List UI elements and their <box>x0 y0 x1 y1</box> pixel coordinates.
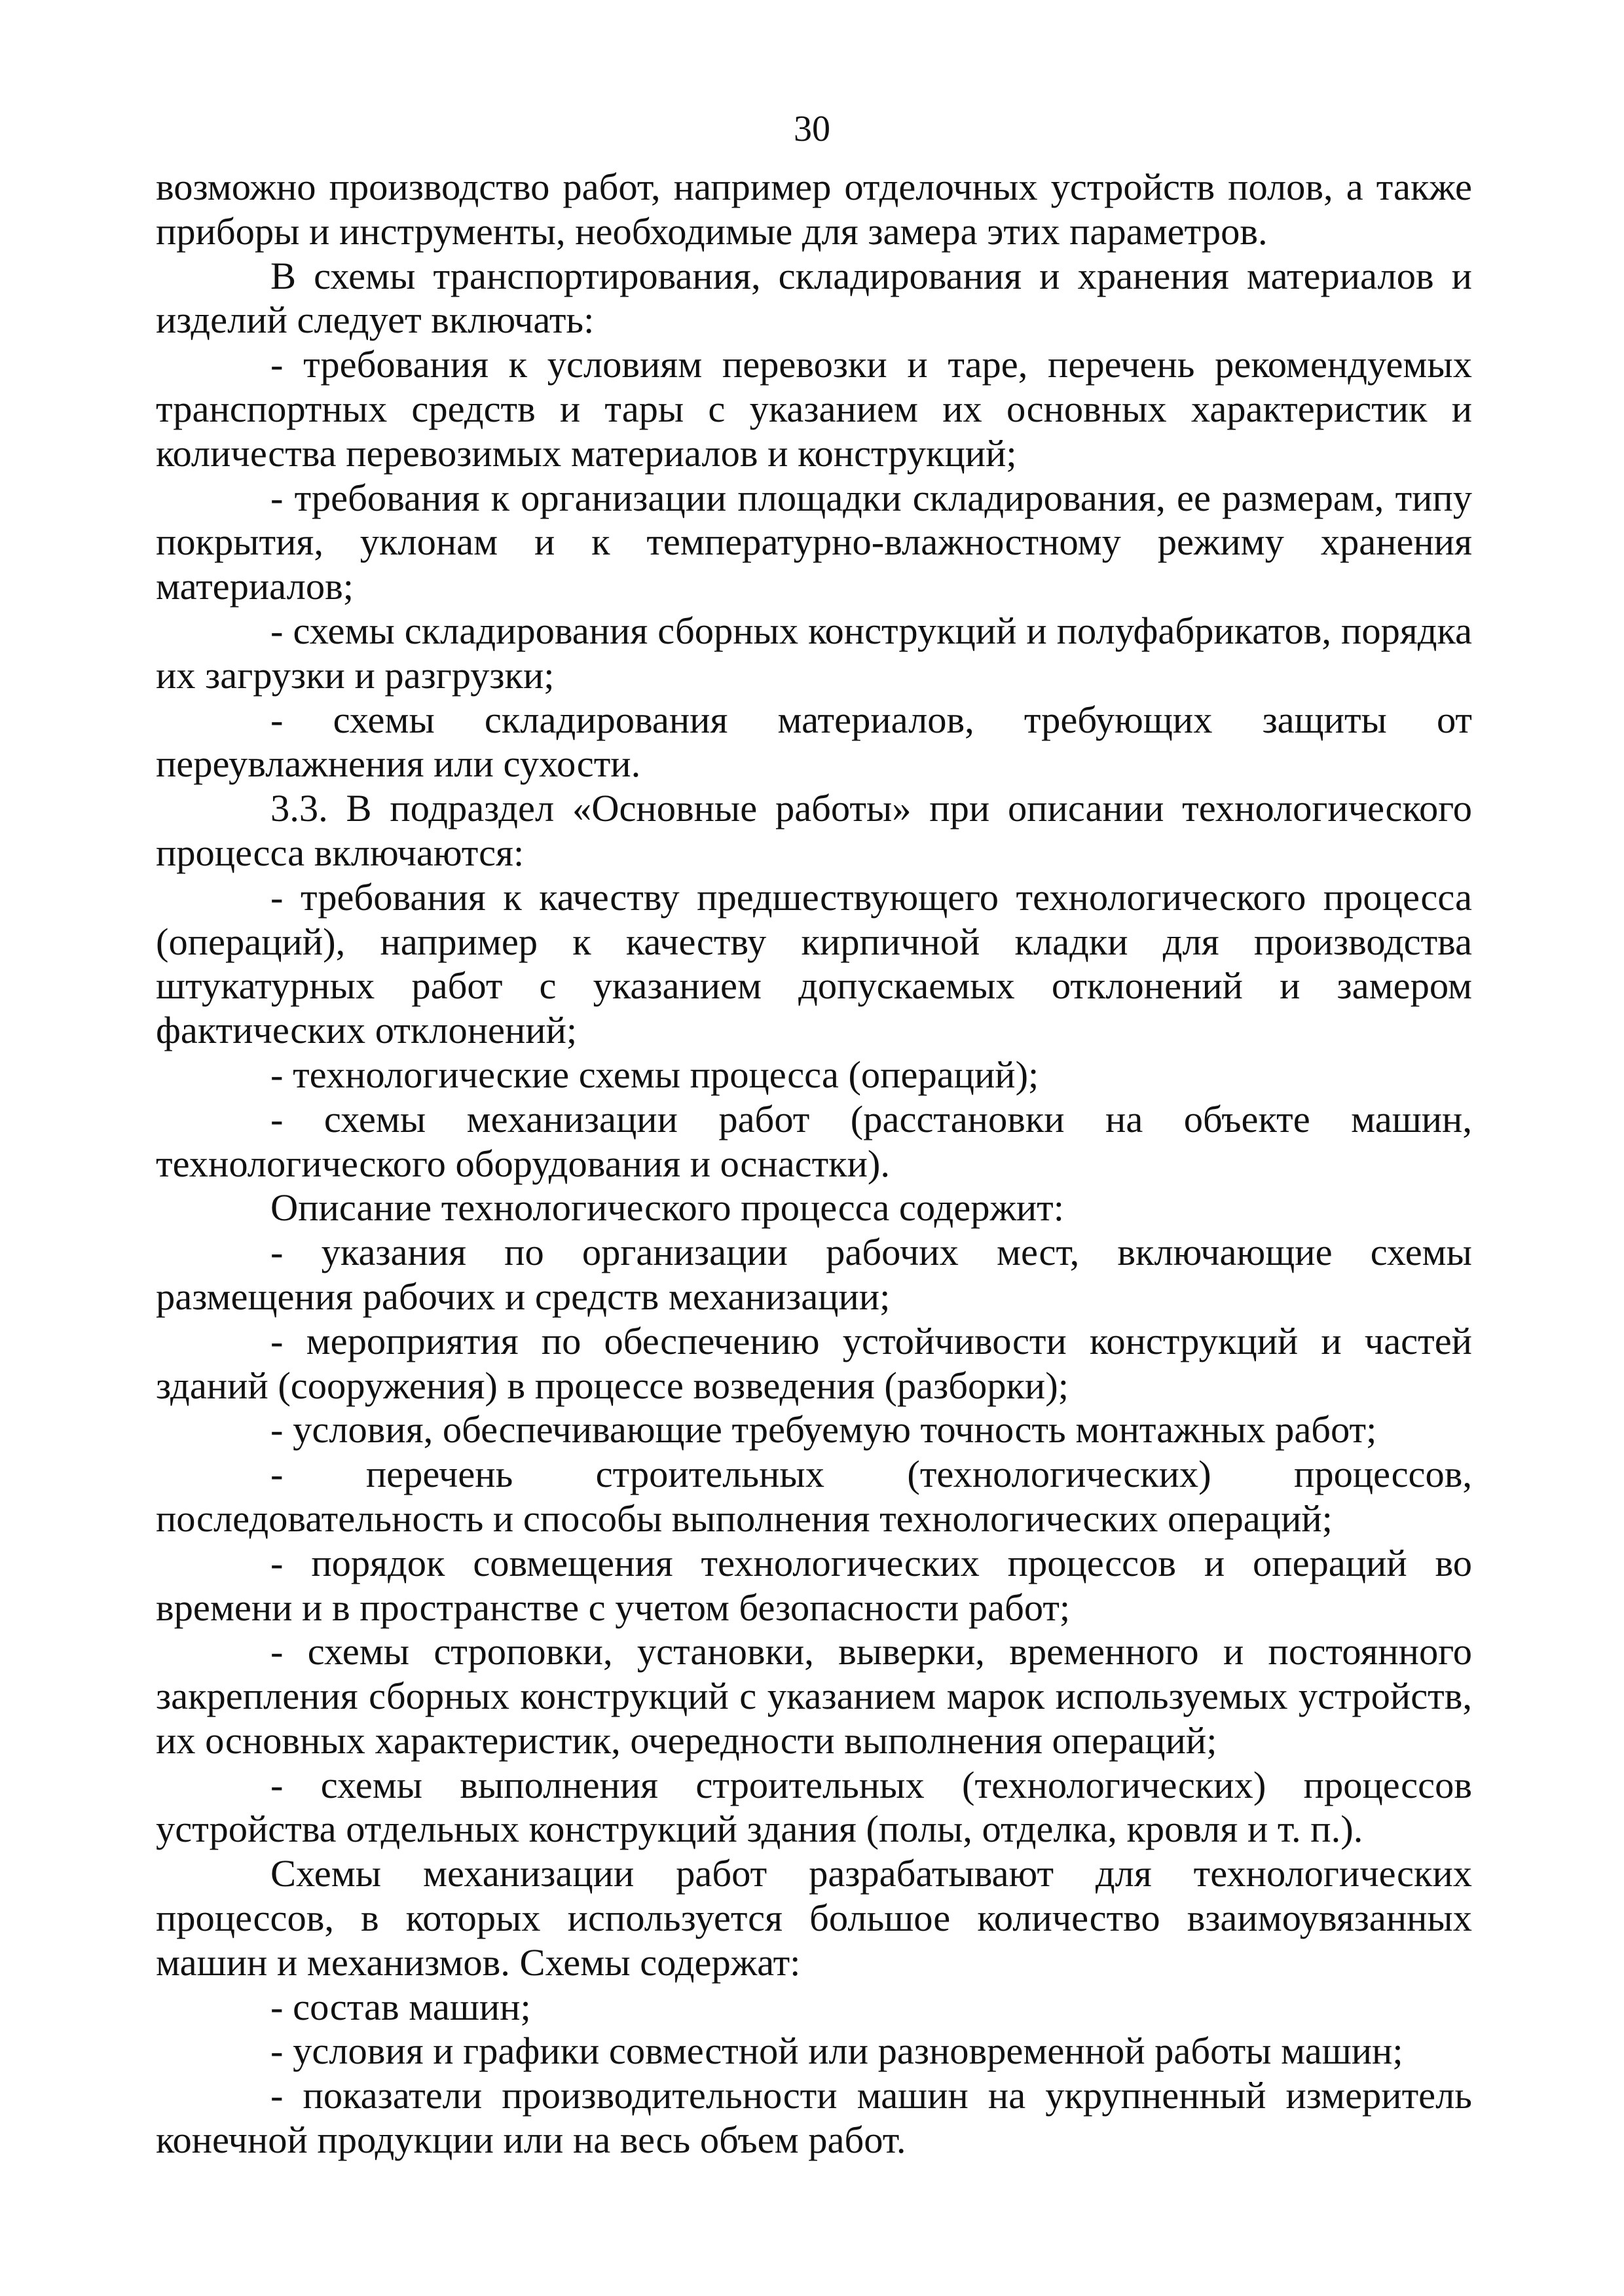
list-item: - перечень строительных (технологических) процессов, последовательность и способы выполнения технологических операций; <box>156 1453 1472 1540</box>
list-item: - схемы выполнения строительных (технологических) процессов устройства отдельных конструкций здания (полы, отделка, кровля и т. п.). <box>156 1763 1472 1851</box>
paragraph-continuation: возможно производство работ, например отделочных устройств полов, а также приборы и инструменты, необходимые для замера этих параметров. <box>156 166 1472 253</box>
list-item: - порядок совмещения технологических процессов и операций во времени и в пространстве с учетом безопасности работ; <box>156 1541 1472 1629</box>
list-item: - требования к условиям перевозки и таре, перечень рекомендуемых транспортных средств и тары с указанием их основных характеристик и количества перевозимых материалов и конструкций; <box>156 343 1472 475</box>
page-number: 30 <box>794 109 830 149</box>
list-item: - схемы складирования материалов, требующих защиты от переувлажнения или сухости. <box>156 698 1472 786</box>
paragraph: 3.3. В подраздел «Основные работы» при описании технологического процесса включаются: <box>156 787 1472 874</box>
list-item: - требования к качеству предшествующего технологического процесса (операций), например к качеству кирпичной кладки для производства штукатурных работ с указанием допускаемых отклонений и замером фактических отклонений; <box>156 875 1472 1052</box>
paragraph: В схемы транспортирования, складирования и хранения материалов и изделий следует включать: <box>156 254 1472 342</box>
list-item: - показатели производительности машин на укрупненный измеритель конечной продукции или на весь объем работ. <box>156 2074 1472 2162</box>
list-item: - мероприятия по обеспечению устойчивости конструкций и частей зданий (сооружения) в процессе возведения (разборки); <box>156 1319 1472 1407</box>
list-item: - схемы строповки, установки, выверки, временного и постоянного закрепления сборных конструкций с указанием марок используемых устройств, их основных характеристик, очередности выполнения операций; <box>156 1630 1472 1762</box>
list-item: - условия и графики совместной или разновременной работы машин; <box>270 2030 1403 2073</box>
paragraph: Схемы механизации работ разрабатывают для технологических процессов, в которых используется большое количество взаимоувязанных машин и механизмов. Схемы содержат: <box>156 1852 1472 1984</box>
list-item: - схемы механизации работ (расстановки на объекте машин, технологического оборудования и оснастки). <box>156 1097 1472 1185</box>
list-item: - условия, обеспечивающие требуемую точность монтажных работ; <box>270 1408 1377 1451</box>
list-item: - технологические схемы процесса (операций); <box>270 1053 1039 1096</box>
list-item: - схемы складирования сборных конструкций и полуфабрикатов, порядка их загрузки и разгрузки; <box>156 609 1472 697</box>
list-item: - указания по организации рабочих мест, включающие схемы размещения рабочих и средств механизации; <box>156 1231 1472 1318</box>
document-body <box>156 165 1472 2162</box>
paragraph: Описание технологического процесса содержит: <box>270 1186 1064 1230</box>
list-item: - состав машин; <box>270 1985 531 2028</box>
list-item: - требования к организации площадки складирования, ее размерам, типу покрытия, уклонам и к температурно-влажностному режиму хранения материалов; <box>156 476 1472 608</box>
